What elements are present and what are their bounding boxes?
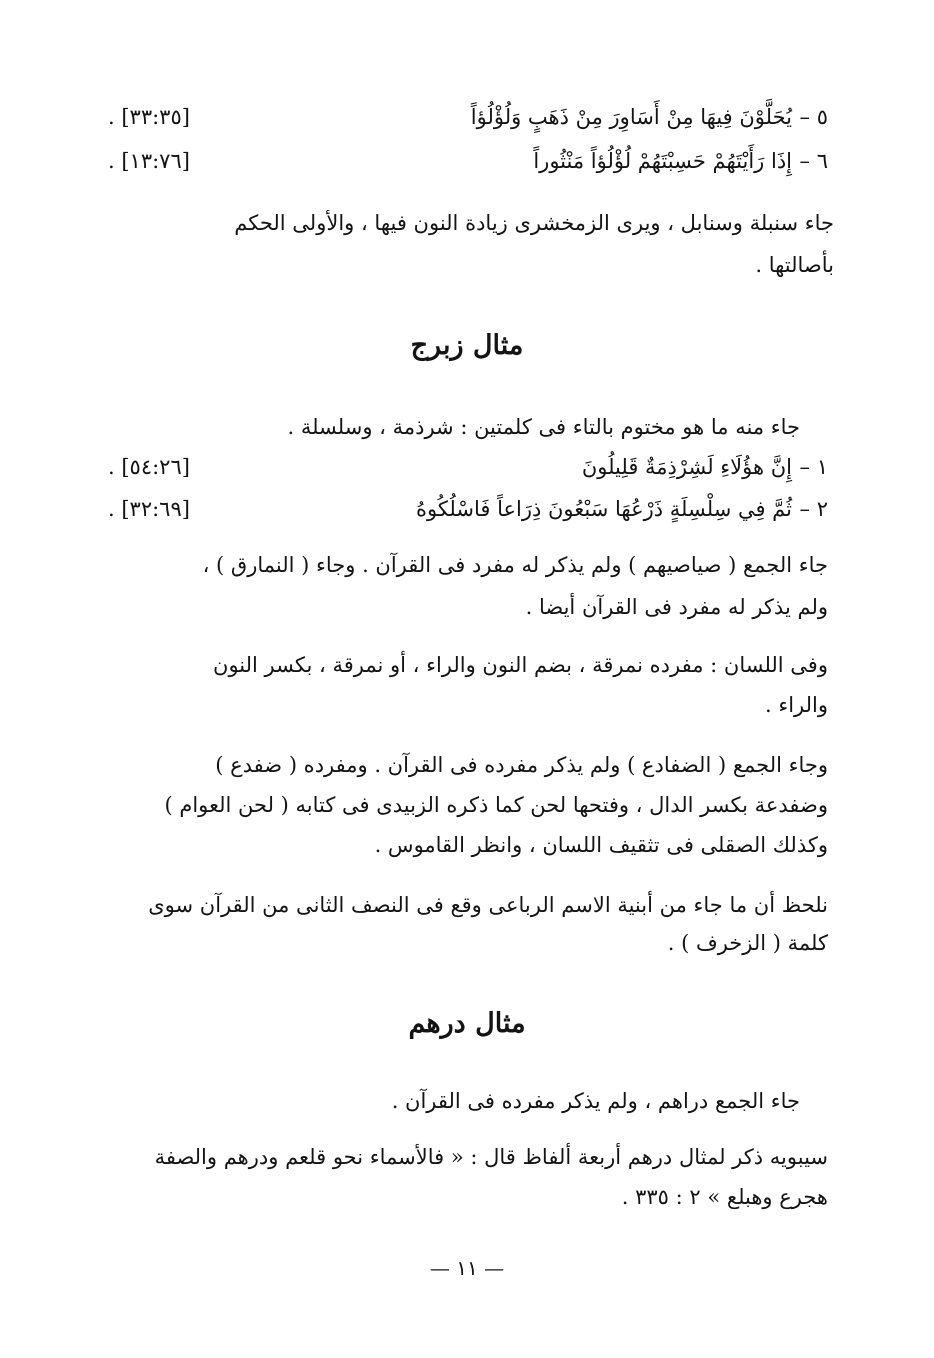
verse-reference: . [٣٣:٣٥] [108, 105, 190, 129]
verse-2 [108, 492, 828, 526]
verse-number: ٦ – [799, 149, 828, 173]
paragraph-line: جاء منه ما هو مختوم بالتاء فى كلمتين : شرذمة ، وسلسلة . [287, 415, 800, 439]
paragraph-line: جاء الجمع ( صياصيهم ) ولم يذكر له مفرد فى القرآن . وجاء ( النمارق ) ، [202, 553, 828, 577]
paragraph-line: وكذلك الصقلى فى تثقيف اللسان ، وانظر القاموس . [374, 833, 828, 857]
verse-number: ١ – [799, 455, 828, 479]
verse-text: إِذَا رَأَيْتَهُمْ حَسِبْتَهُمْ لُؤْلُؤاً مَنْثُوراً [533, 149, 792, 173]
paragraph-line: جاء سنبلة وسنابل ، ويرى الزمخشرى زيادة النون فيها ، والأولى الحكم [234, 211, 834, 235]
verse-5 [108, 100, 828, 134]
paragraph-line: وفى اللسان : مفرده نمرقة ، بضم النون والراء ، أو نمرقة ، بكسر النون [213, 653, 828, 677]
paragraph-line: هجرع وهبلع » ٢ : ٣٣٥ . [621, 1185, 828, 1209]
verse-number: ٢ – [799, 497, 828, 521]
paragraph-line: وضفدعة بكسر الدال ، وفتحها لحن كما ذكره الزبيدى فى كتابه ( لحن العوام ) [164, 793, 828, 817]
section-heading-dirham: مثال درهم [408, 1008, 526, 1039]
section-heading-zabraj: مثال زبرج [410, 330, 524, 361]
page-number: — ١١ — [429, 1256, 505, 1280]
verse-reference: . [٥٤:٢٦] [108, 455, 190, 479]
paragraph-line: وجاء الجمع ( الضفادع ) ولم يذكر مفرده فى القرآن . ومفرده ( ضفدع ) [215, 753, 828, 777]
verse-text: يُحَلَّوْنَ فِيهَا مِنْ أَسَاوِرَ مِنْ ذَهَبٍ وَلُؤْلُؤاً [470, 105, 792, 129]
paragraph-line: بأصالتها . [755, 253, 834, 277]
paragraph-line: جاء الجمع دراهم ، ولم يذكر مفرده فى القرآن . [391, 1089, 800, 1113]
verse-reference: . [٣٢:٦٩] [108, 497, 190, 521]
verse-text: إِنَّ هؤُلَاءِ لَشِرْذِمَةٌ قَلِيلُونَ [581, 455, 792, 479]
paragraph-line: ولم يذكر له مفرد فى القرآن أيضا . [525, 595, 828, 619]
paragraph-line: سيبويه ذكر لمثال درهم أربعة ألفاظ قال : « فالأسماء نحو قلعم ودرهم والصفة [154, 1145, 828, 1169]
paragraph-line: والراء . [764, 693, 828, 717]
verse-reference: . [١٣:٧٦] [108, 149, 190, 173]
verse-6 [108, 144, 828, 178]
paragraph-line: نلحظ أن ما جاء من أبنية الاسم الرباعى وقع فى النصف الثانى من القرآن سوى [148, 893, 828, 917]
verse-1 [108, 450, 828, 484]
verse-text: ثُمَّ فِي سِلْسِلَةٍ ذَرْعُهَا سَبْعُونَ ذِرَاعاً فَاسْلُكُوهُ [415, 497, 792, 521]
verse-number: ٥ – [799, 105, 828, 129]
paragraph-line: كلمة ( الزخرف ) . [667, 931, 828, 955]
